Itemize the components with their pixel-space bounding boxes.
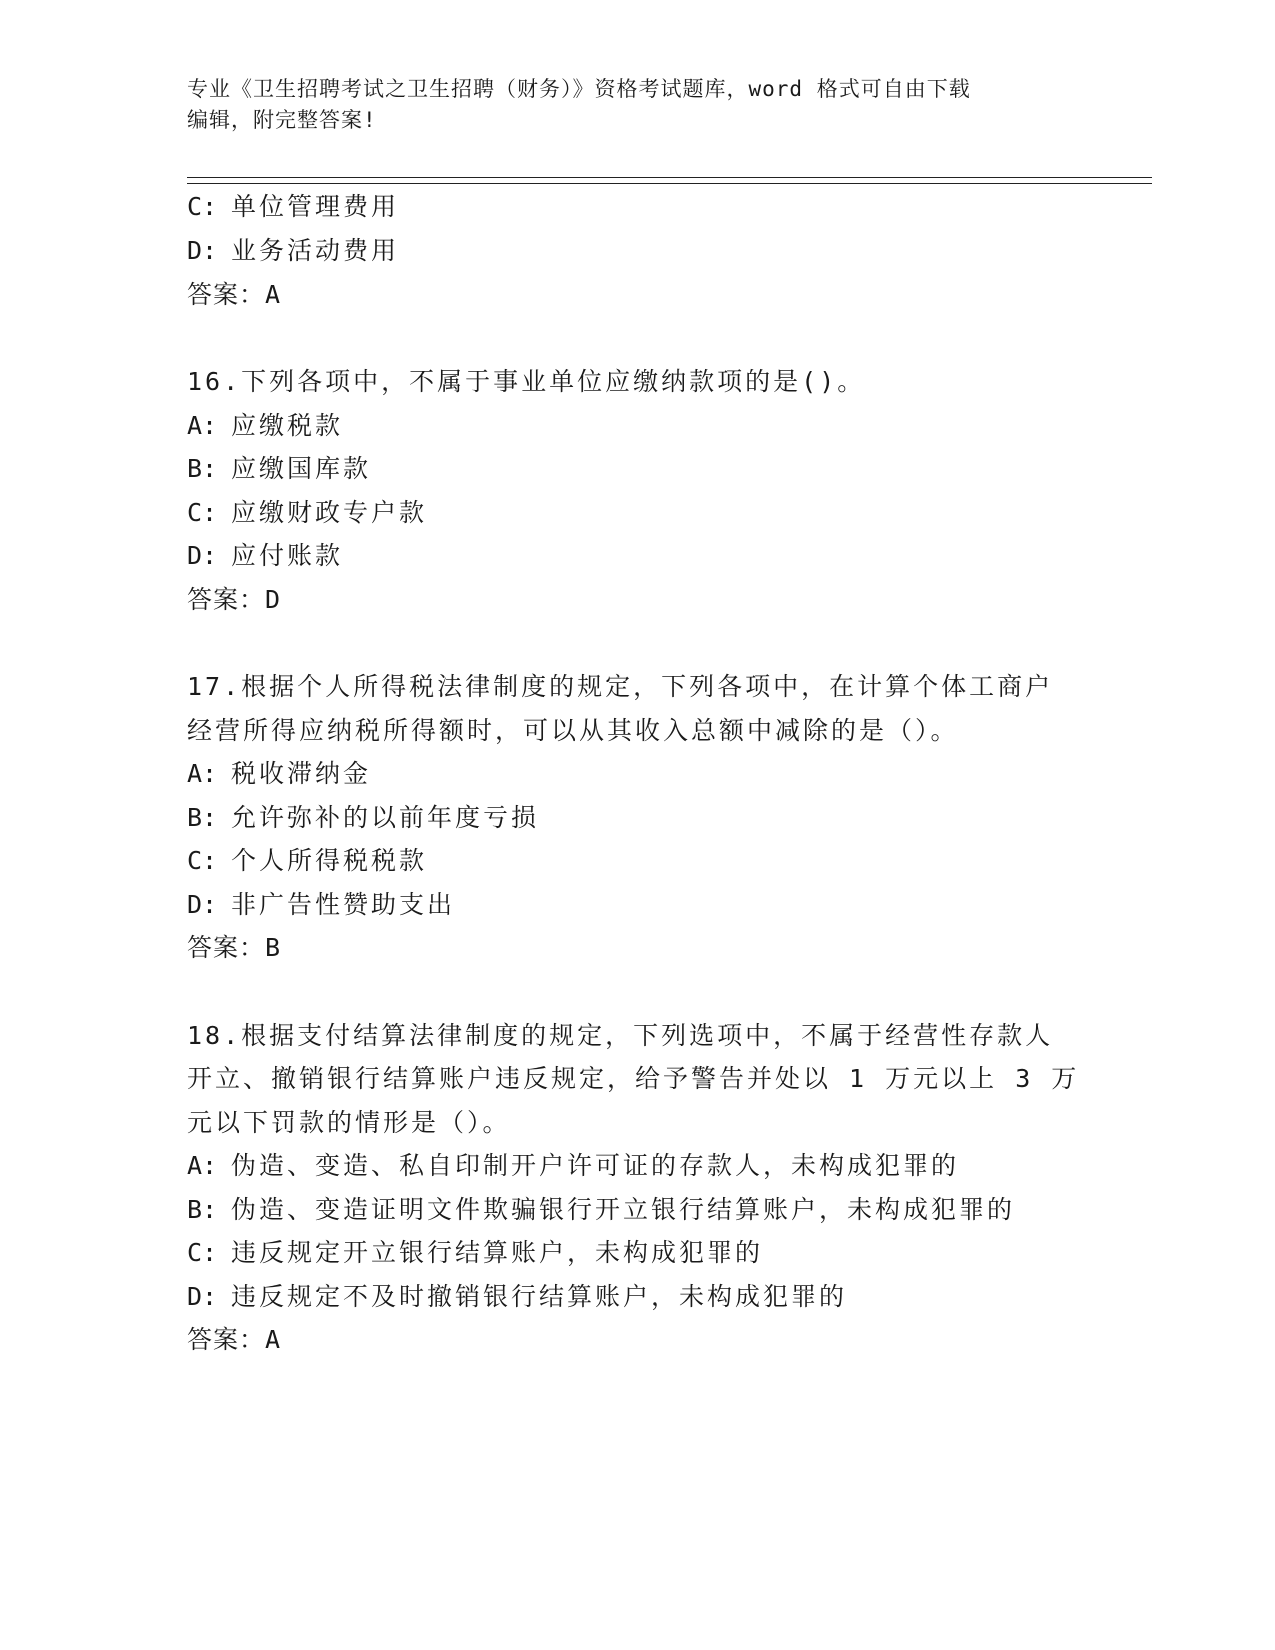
option-text: 单位管理费用 — [231, 192, 400, 221]
question-18-text-line-1: 18.根据支付结算法律制度的规定，下列选项中，不属于经营性存款人 — [187, 1021, 1054, 1050]
question-16-text: 16.下列各项中，不属于事业单位应缴纳款项的是()。 — [187, 367, 866, 396]
answer-label: 答案： — [187, 280, 266, 309]
option-letter: D: — [187, 236, 218, 265]
answer-value: B — [265, 933, 282, 962]
option-letter: A: — [187, 759, 218, 788]
option-letter: A: — [187, 1151, 218, 1180]
option-text: 应付账款 — [231, 541, 344, 570]
header-line-2: 编辑，附完整答案! — [187, 108, 377, 132]
option-letter: C: — [187, 192, 218, 221]
option-letter: A: — [187, 411, 218, 440]
answer-label: 答案： — [187, 933, 266, 962]
question-18-option-b — [187, 1194, 1015, 1226]
answer-label: 答案： — [187, 585, 266, 614]
question-18-text-line-2: 开立、撤销银行结算账户违反规定，给予警告并处以 1 万元以上 3 万 — [187, 1064, 1080, 1093]
question-18-option-c — [187, 1237, 763, 1269]
option-text: 允许弥补的以前年度亏损 — [231, 803, 540, 832]
answer-label: 答案： — [187, 1325, 266, 1354]
option-text: 违反规定不及时撤销银行结算账户，未构成犯罪的 — [231, 1282, 848, 1311]
question-18-text-line-3: 元以下罚款的情形是（）。 — [187, 1108, 511, 1137]
question-18-answer — [187, 1324, 281, 1356]
option-text: 应缴税款 — [231, 411, 344, 440]
option-letter: D: — [187, 1282, 218, 1311]
option-letter: D: — [187, 890, 218, 919]
header-rule-bottom — [187, 183, 1152, 184]
answer-value: A — [265, 280, 282, 309]
answer-value: A — [265, 1325, 282, 1354]
question-17-option-c — [187, 845, 427, 877]
answer-value: D — [265, 585, 282, 614]
question-17-option-d — [187, 889, 455, 921]
option-letter: B: — [187, 454, 218, 483]
question-16-option-b — [187, 453, 371, 485]
option-text: 伪造、变造、私自印制开户许可证的存款人，未构成犯罪的 — [231, 1151, 960, 1180]
option-letter: C: — [187, 1238, 218, 1267]
option-text: 税收滞纳金 — [231, 759, 372, 788]
question-17-answer — [187, 932, 281, 964]
question-16-option-d — [187, 540, 343, 572]
answer-prev — [187, 279, 281, 311]
question-18-option-a — [187, 1150, 959, 1182]
option-letter: B: — [187, 803, 218, 832]
option-letter: C: — [187, 498, 218, 527]
option-text: 应缴国库款 — [231, 454, 372, 483]
question-17-text-line-2: 经营所得应纳税所得额时，可以从其收入总额中减除的是（）。 — [187, 716, 959, 745]
option-text: 伪造、变造证明文件欺骗银行开立银行结算账户，未构成犯罪的 — [231, 1195, 1016, 1224]
question-16-answer — [187, 584, 281, 616]
question-16-option-c — [187, 497, 427, 529]
question-16-option-a — [187, 410, 343, 442]
question-18-option-d — [187, 1281, 847, 1313]
option-c-prev — [187, 191, 399, 223]
option-letter: C: — [187, 846, 218, 875]
question-17-text-line-1: 17.根据个人所得税法律制度的规定，下列各项中，在计算个体工商户 — [187, 672, 1054, 701]
option-letter: B: — [187, 1195, 218, 1224]
question-17-option-a — [187, 758, 371, 790]
option-d-prev — [187, 235, 399, 267]
option-text: 违反规定开立银行结算账户，未构成犯罪的 — [231, 1238, 764, 1267]
option-text: 业务活动费用 — [231, 236, 400, 265]
option-text: 非广告性赞助支出 — [231, 890, 456, 919]
option-text: 应缴财政专户款 — [231, 498, 428, 527]
option-letter: D: — [187, 541, 218, 570]
header-line-1: 专业《卫生招聘考试之卫生招聘（财务）》资格考试题库，word 格式可自由下载 — [187, 77, 971, 101]
option-text: 个人所得税税款 — [231, 846, 428, 875]
document-header — [187, 74, 1067, 136]
question-17-option-b — [187, 802, 539, 834]
header-rule-top — [187, 177, 1152, 178]
